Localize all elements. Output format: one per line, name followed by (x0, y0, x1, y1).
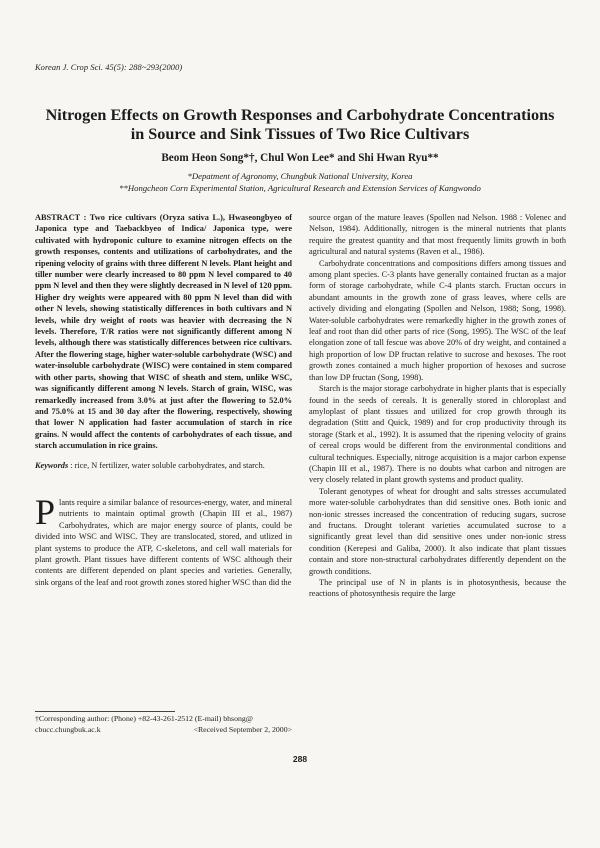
abstract-label: ABSTRACT : (35, 213, 90, 222)
affiliation-1: *Depatment of Agronomy, Chungbuk National University, Korea (187, 171, 413, 181)
page-number: 288 (292, 754, 308, 764)
body-paragraph-4: Tolerant genotypes of wheat for drought and salts stresses accumulated more water-soluble carbohydrates than did sensitive ones. Both ionic and non-ionic stresses increased the concentration of reducing sugars, sucrose and fructans. Drought tolerant varieties accumulated sucrose to a significantly great level than did sensitive ones under non-ionic stress condition (Kerepesi and Galiba, 2000). It also indicate that plant tissues contain and store non-structural carbohydrates differently dependent on the growth conditions. (309, 486, 566, 576)
right-column (309, 212, 566, 600)
journal-citation: Korean J. Crop Sci. 45(5): 288~293(2000) (35, 63, 183, 72)
introduction-text: lants require a similar balance of resources-energy, water, and mineral nutrients to maintain optimal growth (Chapin III et al., 1987) Carbohydrates, which are major energy source of plants, could be divided into WSC and WISC. They are translocated, stored, and utlized in plant systems to produce the ATP, C-skeletons, and cell wall materials for plant growth. Plant tissues have different contents of WSC although their contents are different depended on plant species and varieties. Generally, sink organs of the leaf and root growth zones stored higher WSC than did the (35, 497, 292, 587)
keywords-text: : rice, N fertilizer, water soluble carbohydrates, and starch. (68, 460, 265, 470)
body-paragraph-2: Carbohydrate concentrations and compositions differs among tissues and among plant species. C-3 plants have generally contained fructan as a major form of storage carbohydrate, while C-4 plants starch. Fructan occurs in abundant amounts in the growth zone of grass leaves, where cells are actively dividing and elongating (Spollen and Nelson, 1988; Song, 1998). Water-soluble carbohydrates were remarkedly higher in the growth zones of leaf and root than did other parts of rice (Song, 1995). The WSC of the leaf elongation zone of tall fescue was above 20% of dry weight, and contained a high proportion of low DP fructan relative to sucrose and hexoses. The root growth zones contained a much higher proportion of hexoses and sucrose than low DP fructan (Song, 1998). (309, 258, 566, 382)
author-list: Beom Heon Song*†, Chul Won Lee* and Shi Hwan Ryu** (161, 152, 439, 164)
title-line-1: Nitrogen Effects on Growth Responses and Carbohydrate Concentrations (45, 106, 555, 124)
footnote-line-1: †Corresponding author: (Phone) +82-43-261-2512 (E-mail) bhsong@ (35, 714, 253, 723)
received-date: <Received September 2, 2000> (193, 724, 292, 734)
keywords-label: Keywords (35, 460, 69, 470)
body-paragraph-5: The principal use of N in plants is in photosynthesis, because the reactions of photosynthesis require the large (309, 578, 566, 599)
keywords (35, 460, 292, 471)
introduction-paragraph (35, 491, 292, 588)
paper-title (40, 106, 560, 144)
title-line-2: in Source and Sink Tissues of Two Rice Cultivars (130, 125, 470, 143)
body-paragraph-3: Starch is the major storage carbohydrate in higher plants that is especially found in the seeds of cereals. It is generally stored in chloroplast and amyloplast of plant tissues and utilized for crop growth through its degradation (Stitt and Quick, 1989) and for crop productivity through its storage (Stark et al., 1992). It is assumed that the ripening velocity of grains of cereal crops would be different from the environmental conditions and cultural techniques. Especially, nitroge acquisition is a major carbon expense (Chapin III et al., 1987). There is no doubts what carbon and nitrogen are very closely related in plant growth systems and product quality. (309, 384, 566, 485)
footnote-divider (35, 711, 175, 712)
corresponding-author-footnote (35, 714, 292, 735)
abstract-text: Two rice cultivars (Oryza sativa L.), Hwaseongbyeo of Japonica type and Taebackbyeo of Indica/ Japonica type, were cultivated with hydroponic culture to examine nitrogen effects on the growth responses, contents and utilizations of carbohydrates, and the ripening velocity of grains with three different N levels. Plant height and tiller number were clearly increased to 80 ppm N level compared to 40 ppm N level and then they were slightly decreased in N level of 120 ppm. Higher dry weights were appeared with 80 ppm N level than did with other N levels, showing statistically differences in both cultivars and N levels, while dry weight of roots was heavier with decreasing the N levels. Therefore, T/R ratios were not significantly different among N levels, although there was statistically differences between rice cultivars. After the flowering stage, higher water-soluble carbohydrate (WSC) and water-insoluble carbohydrate (WISC) were contained in stem compared with other parts, showing that WISC of sheath and stem, unlike WSC, was significantly different among N levels. Starch of grain, WISC, was remarkedly increased from 3.0% at just after the flowering to 52.0% and 75.0% at 15 and 30 day after the flowering, respectively, showing that lower N application had faster accumulation of starch in rice grains. N would affect the contents of carbohydrates of each tissue, and starch accumulation in rice grains. (35, 213, 293, 451)
body-paragraph-1: source organ of the mature leaves (Spollen nad Nelson. 1988 : Volenec and Nelson, 1984). Additionally, nitrogen is the mineral nutrients that plants require the greatest quantity and that most frequently limits growth in both agricultural and natural systems (Raven et al., 1986). (309, 213, 566, 257)
footnote-line-2 (35, 725, 292, 736)
abstract (35, 212, 292, 452)
affiliations (40, 170, 560, 194)
footnote-email-domain: cbucc.chungbuk.ac.k (35, 724, 101, 734)
left-column (35, 212, 292, 588)
drop-cap: P (35, 491, 56, 532)
affiliation-2: **Hongcheon Corn Experimental Station, Agricultural Research and Extension Services of Kangwondo (119, 183, 481, 193)
